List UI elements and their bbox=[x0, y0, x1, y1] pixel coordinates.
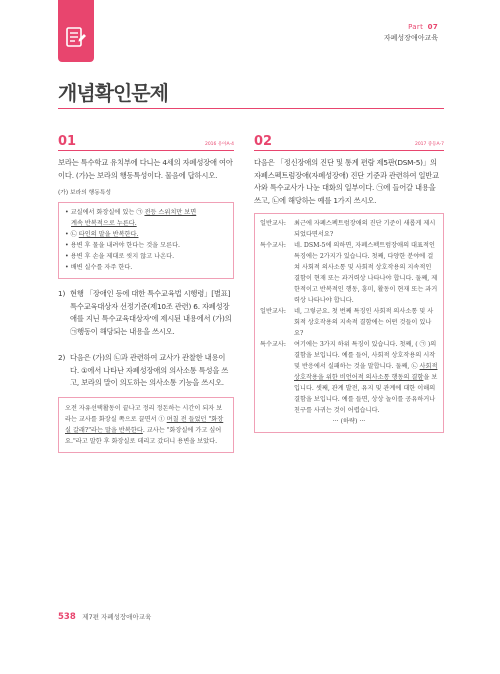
dialog-text: 최근에 자폐스펙트럼장애의 진단 기준이 새롭게 제시되었다면서요? bbox=[294, 220, 436, 238]
document-icon bbox=[65, 26, 87, 50]
dialog-speaker: 특수교사: bbox=[260, 242, 286, 249]
sub-label: (가) 보라의 행동특성 bbox=[58, 190, 112, 196]
question-01 bbox=[58, 135, 234, 453]
behavior-item bbox=[65, 207, 228, 218]
dialog-text bbox=[294, 341, 437, 414]
dialog-speaker: 일반교사: bbox=[260, 220, 286, 227]
question-source: 2016 유아A-4 bbox=[204, 142, 234, 147]
question-number: 01 bbox=[58, 134, 77, 149]
behavior-box bbox=[58, 202, 234, 279]
part-label: Part 07 bbox=[408, 23, 438, 31]
ellipsis: ··· (하략) ··· bbox=[332, 418, 366, 425]
behavior-item bbox=[65, 251, 228, 262]
behavior-text: • ㉡ bbox=[65, 231, 79, 238]
sub-question-text: 현행 「장애인 등에 대한 특수교육법 시행령」[별표] 특수교육대상자 선정기준(제10조 관련) 6. 자폐성장애를 지닌 특수교육대상자'에 제시된 내용에서 (가)의 ㉠행동이 해당되는 내용을 쓰시오. bbox=[70, 289, 232, 336]
behavior-item bbox=[65, 229, 228, 240]
behavior-text: • 용변 후 손을 제대로 씻지 않고 나온다. bbox=[65, 253, 175, 260]
dialog-text: 네. DSM-5에 의하면, 자폐스펙트럼장애의 대표적인 특징에는 2가지가 있습니다. 첫째, 다양한 분야에 걸쳐 사회적 의사소통 및 사회적 상호작용의 지속적인 결함이 현재 또는 과거력상 나타나야 합니다. 둘째, 제한적이고 반복적인 행동, 흥미, 활동이 현재 또는 과거력상 나타나야 합니다. bbox=[294, 242, 438, 304]
dialog-box bbox=[254, 213, 444, 433]
behavior-list bbox=[65, 207, 228, 273]
sub-question-number: 1) bbox=[58, 289, 66, 298]
dialog-row bbox=[260, 240, 438, 306]
page-title: 개념확인문제 bbox=[58, 81, 168, 105]
observation-text bbox=[65, 403, 227, 447]
behavior-item bbox=[65, 240, 228, 251]
observation-box bbox=[58, 397, 234, 453]
title-divider bbox=[58, 108, 444, 109]
question-02 bbox=[254, 135, 444, 433]
part-title: 자폐성장애아교육 bbox=[383, 34, 438, 42]
question-intro: 다음은 「정신장애의 진단 및 통계 편람 제5판(DSM-5)」의 자폐스펙트럼장애(자폐성장애) 진단 기준과 관련하여 일반교사와 특수교사가 나눈 대화의 일부이다. ㉠에 들어갈 내용을 쓰고, ㉡에 해당하는 예를 1가지 쓰시오. bbox=[254, 158, 439, 205]
underlined-text: 계속 반복적으로 누른다. bbox=[71, 220, 137, 227]
sub-question-number: 2) bbox=[58, 353, 66, 362]
dialog-segment: 여기에는 3가지 하위 특징이 있습니다. 첫째, ( ㉠ )의 결함을 보입니다. 예를 들어, 사회적 상호작용의 시작 및 반응에서 실패하는 것을 말합니다. 둘째, ㉡ bbox=[294, 341, 437, 370]
behavior-text: • 용변 후 물을 내려야 한다는 것을 모른다. bbox=[65, 242, 181, 249]
behavior-text: • 교실에서 화장실에 있는 ㉠ bbox=[65, 209, 145, 216]
question-header bbox=[254, 135, 444, 151]
sub-question-1 bbox=[58, 288, 234, 338]
question-header bbox=[58, 135, 234, 151]
behavior-text: • 배변 실수를 자주 한다. bbox=[65, 264, 133, 271]
dialog-text: 네, 그렇군요. 첫 번째 특징인 사회적 의사소통 및 사회적 상호작용의 지속적 결함에는 어떤 것들이 있나요? bbox=[294, 308, 434, 337]
dialog-segment: 을 보입니다. 셋째, 관계 발전, 유지 및 관계에 대한 이해의 결함을 보입니다. 예를 들면, 상상 놀이를 공유하거나 친구를 사귀는 것이 어렵습니다. bbox=[294, 374, 438, 414]
chapter-tab bbox=[58, 0, 94, 62]
underlined-text: 사회적 상호작용을 위한 비언어적 의사소통 행동의 결함 bbox=[294, 363, 438, 381]
behavior-item bbox=[65, 218, 228, 229]
underlined-text: 며칠 전 들었던 "화장실 갈래?"라는 말을 반복한다 bbox=[65, 415, 224, 434]
dialog-row bbox=[260, 339, 438, 416]
page-footer bbox=[58, 612, 151, 622]
dialog-row bbox=[260, 306, 438, 339]
underlined-text: 전등 스위치만 보면 bbox=[144, 209, 197, 216]
book-title: 제7편 자폐성장애아교육 bbox=[82, 613, 152, 621]
behavior-item bbox=[65, 262, 228, 273]
question-number: 02 bbox=[254, 134, 273, 149]
dialog-speaker: 특수교사: bbox=[260, 341, 286, 348]
question-source: 2017 중등A-7 bbox=[414, 142, 444, 147]
underlined-text: 타인의 말을 반복한다. bbox=[78, 231, 139, 238]
dialog-speaker: 일반교사: bbox=[260, 308, 286, 315]
dialog-row bbox=[260, 218, 438, 240]
observation-segment: 오전 자유선택활동이 끝나고 정리 정돈하는 시간이 되자 보라는 교사를 화장실 쪽으로 끌면서 ① bbox=[65, 404, 223, 423]
page-number: 538 bbox=[58, 612, 76, 622]
question-intro: 보라는 특수학교 유치부에 다니는 4세의 자폐성장애 여아이다. (가)는 보라의 행동특성이다. 물음에 답하시오. bbox=[58, 158, 233, 180]
sub-question-text: 다음은 (가)의 ㉡과 관련하여 교사가 관찰한 내용이다. ①에서 나타난 자폐성장애의 의사소통 특성을 쓰고, 보라의 말이 의도하는 의사소통 기능을 쓰시오. bbox=[70, 353, 229, 387]
dialog-list bbox=[260, 218, 438, 339]
sub-question-2 bbox=[58, 352, 234, 390]
observation-segment: . 교사는 "화장실에 가고 싶어요."라고 말한 후 화장실로 데리고 갔더니 용변을 보았다. bbox=[65, 426, 222, 445]
